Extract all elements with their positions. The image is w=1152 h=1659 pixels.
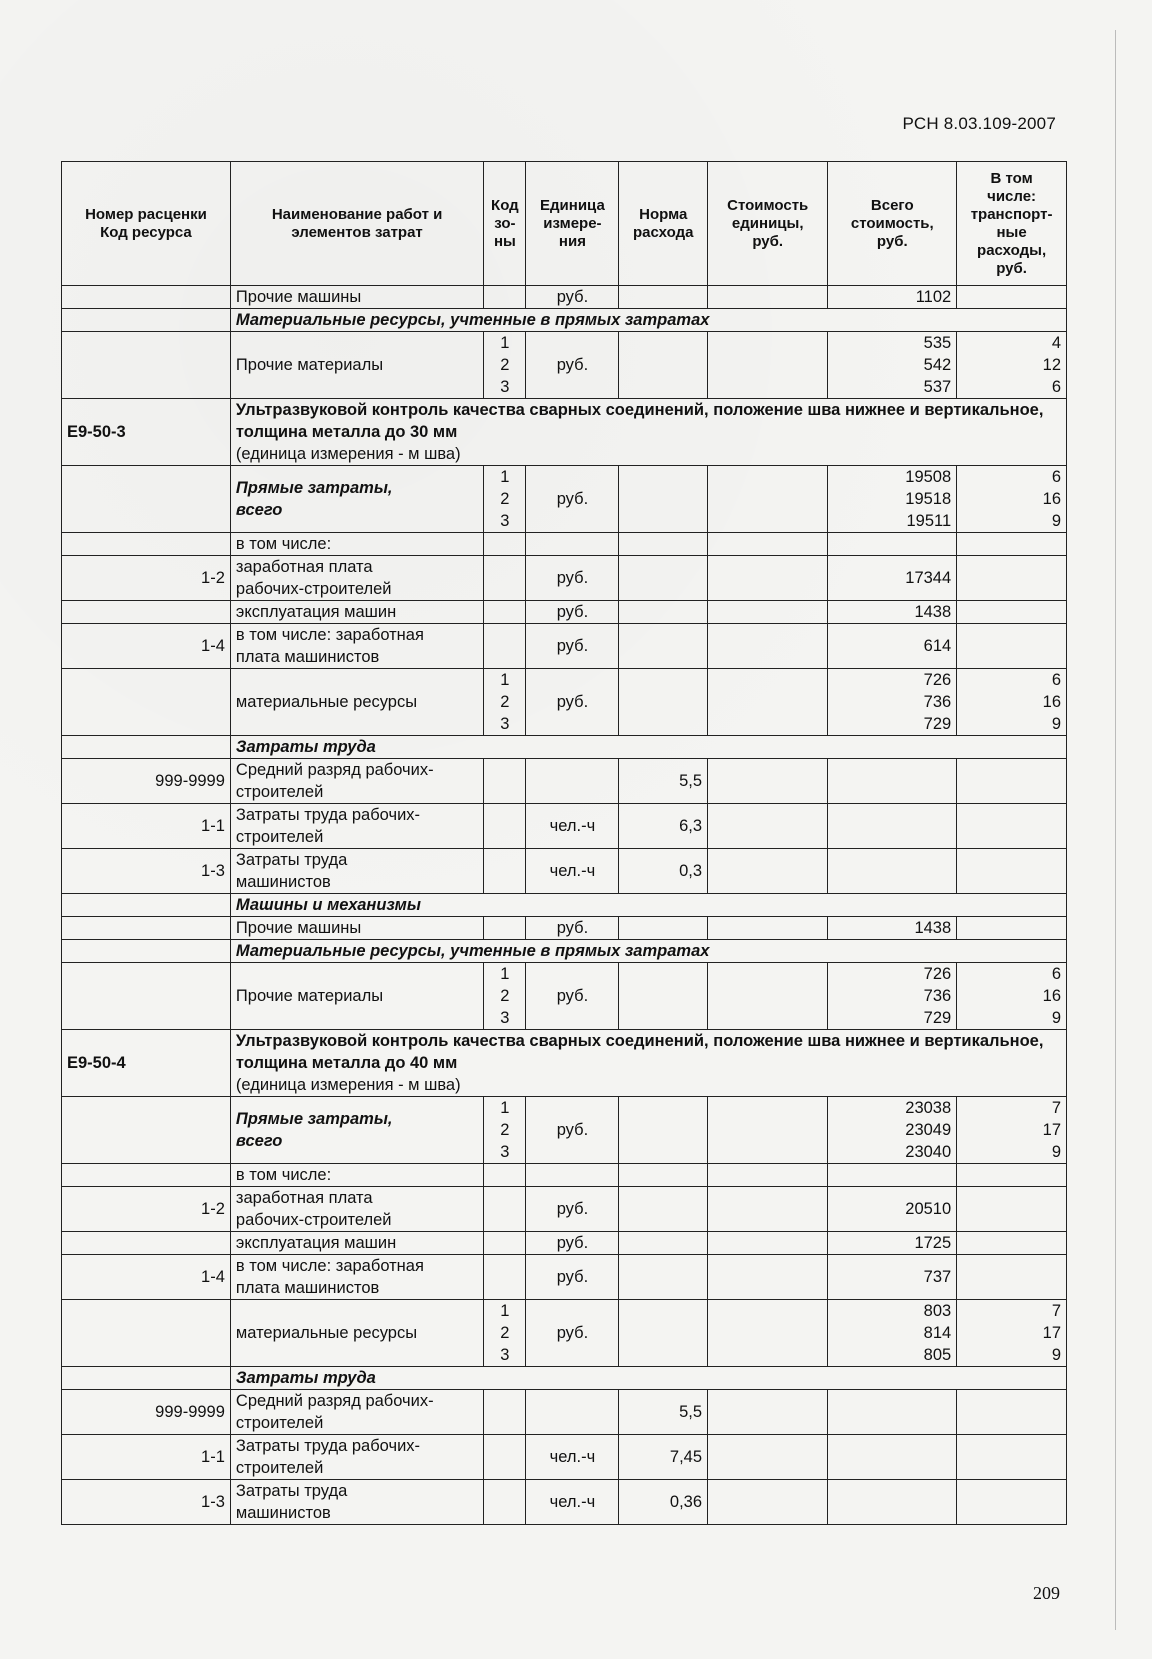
item-name: заработная плата рабочих-строителей (230, 556, 483, 601)
section-code-cell (62, 736, 231, 759)
norm (619, 917, 708, 940)
table-row (62, 963, 1067, 1030)
item-name: Затраты труда машинистов (230, 1480, 483, 1525)
norm (619, 963, 708, 1030)
unit-cost (708, 759, 828, 804)
unit: руб. (526, 466, 619, 533)
table-row (62, 624, 1067, 669)
rate-header-row (62, 1030, 1067, 1097)
zone-code (484, 533, 526, 556)
col-header-code: Номер расценки Код ресурса (62, 162, 231, 286)
resource-code (62, 332, 231, 399)
total-cost (828, 533, 957, 556)
transport-cost (957, 1164, 1067, 1187)
norm: 6,3 (619, 804, 708, 849)
transport-cost: 6 16 9 (957, 466, 1067, 533)
zone-code (484, 624, 526, 669)
norm (619, 624, 708, 669)
unit (526, 759, 619, 804)
unit: руб. (526, 1097, 619, 1164)
total-cost (828, 1435, 957, 1480)
table-row (62, 1187, 1067, 1232)
resource-code: 1-2 (62, 556, 231, 601)
total-cost: 1438 (828, 601, 957, 624)
unit: руб. (526, 332, 619, 399)
item-name: эксплуатация машин (230, 1232, 483, 1255)
transport-cost: 6 16 9 (957, 963, 1067, 1030)
zone-code (484, 1390, 526, 1435)
unit: руб. (526, 286, 619, 309)
unit-cost (708, 624, 828, 669)
section-row (62, 1367, 1067, 1390)
unit: чел.-ч (526, 804, 619, 849)
zone-code (484, 1255, 526, 1300)
norm (619, 466, 708, 533)
zone-code: 1 2 3 (484, 1300, 526, 1367)
section-code-cell (62, 940, 231, 963)
total-cost: 20510 (828, 1187, 957, 1232)
unit-cost (708, 804, 828, 849)
zone-code (484, 1187, 526, 1232)
total-cost: 1438 (828, 917, 957, 940)
norm: 0,36 (619, 1480, 708, 1525)
item-name: материальные ресурсы (230, 1300, 483, 1367)
unit-cost (708, 601, 828, 624)
unit-cost (708, 1255, 828, 1300)
section-title: Машины и механизмы (230, 894, 1066, 917)
unit-cost (708, 286, 828, 309)
col-header-transport: В том числе: транспорт- ные расходы, руб. (957, 162, 1067, 286)
transport-cost: 4 12 6 (957, 332, 1067, 399)
table-row (62, 1390, 1067, 1435)
resource-code (62, 963, 231, 1030)
item-name: эксплуатация машин (230, 601, 483, 624)
rate-code: Е9-50-4 (62, 1030, 231, 1097)
zone-code (484, 601, 526, 624)
item-name: в том числе: (230, 1164, 483, 1187)
unit-cost (708, 1300, 828, 1367)
unit: чел.-ч (526, 1435, 619, 1480)
col-header-zone: Код зо- ны (484, 162, 526, 286)
total-cost: 1102 (828, 286, 957, 309)
transport-cost (957, 624, 1067, 669)
table-row (62, 759, 1067, 804)
item-name: в том числе: (230, 533, 483, 556)
table-row (62, 1480, 1067, 1525)
unit-cost (708, 332, 828, 399)
table-row (62, 1164, 1067, 1187)
resource-code: 1-1 (62, 1435, 231, 1480)
section-title: Затраты труда (230, 736, 1066, 759)
total-cost: 614 (828, 624, 957, 669)
unit: руб. (526, 1300, 619, 1367)
table-row (62, 1097, 1067, 1164)
section-code-cell (62, 894, 231, 917)
unit-cost (708, 466, 828, 533)
zone-code (484, 556, 526, 601)
table-row (62, 1255, 1067, 1300)
unit: руб. (526, 963, 619, 1030)
resource-code (62, 669, 231, 736)
norm (619, 1164, 708, 1187)
col-header-unit: Единица измере- ния (526, 162, 619, 286)
transport-cost (957, 849, 1067, 894)
total-cost (828, 804, 957, 849)
transport-cost (957, 804, 1067, 849)
resource-code: 999-9999 (62, 1390, 231, 1435)
unit-cost (708, 669, 828, 736)
item-name: заработная плата рабочих-строителей (230, 1187, 483, 1232)
rate-title-cell (230, 1030, 1066, 1097)
zone-code: 1 2 3 (484, 332, 526, 399)
table-row (62, 1300, 1067, 1367)
unit-cost (708, 1480, 828, 1525)
unit-cost (708, 1164, 828, 1187)
unit-cost (708, 1097, 828, 1164)
item-name: Прочие материалы (230, 963, 483, 1030)
item-name: материальные ресурсы (230, 669, 483, 736)
unit (526, 1164, 619, 1187)
resource-code (62, 917, 231, 940)
item-name: Прямые затраты, всего (230, 1097, 483, 1164)
rate-header-row (62, 399, 1067, 466)
transport-cost (957, 1232, 1067, 1255)
zone-code: 1 2 3 (484, 466, 526, 533)
zone-code: 1 2 3 (484, 963, 526, 1030)
resource-code: 1-4 (62, 624, 231, 669)
col-header-norm: Норма расхода (619, 162, 708, 286)
norm (619, 1097, 708, 1164)
norm: 0,3 (619, 849, 708, 894)
unit: руб. (526, 917, 619, 940)
resource-code (62, 1300, 231, 1367)
table-row (62, 466, 1067, 533)
table-row (62, 1232, 1067, 1255)
section-code-cell (62, 1367, 231, 1390)
table-header-row (62, 162, 1067, 286)
unit: руб. (526, 556, 619, 601)
transport-cost (957, 1187, 1067, 1232)
unit-cost (708, 849, 828, 894)
norm (619, 556, 708, 601)
resource-code (62, 1097, 231, 1164)
total-cost: 19508 19518 19511 (828, 466, 957, 533)
transport-cost (957, 759, 1067, 804)
table-row (62, 332, 1067, 399)
norm (619, 1255, 708, 1300)
resource-code (62, 533, 231, 556)
unit: руб. (526, 1232, 619, 1255)
section-row (62, 309, 1067, 332)
norm (619, 1300, 708, 1367)
zone-code (484, 759, 526, 804)
total-cost: 726 736 729 (828, 963, 957, 1030)
table-row (62, 533, 1067, 556)
item-name: Средний разряд рабочих- строителей (230, 759, 483, 804)
table-row (62, 669, 1067, 736)
transport-cost (957, 1435, 1067, 1480)
total-cost (828, 1164, 957, 1187)
norm: 5,5 (619, 1390, 708, 1435)
item-name: в том числе: заработная плата машинистов (230, 1255, 483, 1300)
unit: руб. (526, 669, 619, 736)
section-row (62, 940, 1067, 963)
zone-code (484, 1480, 526, 1525)
resource-code: 999-9999 (62, 759, 231, 804)
total-cost: 535 542 537 (828, 332, 957, 399)
total-cost: 726 736 729 (828, 669, 957, 736)
unit: руб. (526, 601, 619, 624)
norm (619, 332, 708, 399)
rate-unit-note: (единица измерения - м шва) (235, 445, 461, 463)
section-title: Материальные ресурсы, учтенные в прямых затратах (230, 940, 1066, 963)
item-name: Средний разряд рабочих- строителей (230, 1390, 483, 1435)
total-cost (828, 849, 957, 894)
unit-cost (708, 1390, 828, 1435)
norm: 5,5 (619, 759, 708, 804)
unit-cost (708, 1187, 828, 1232)
zone-code (484, 1435, 526, 1480)
unit: чел.-ч (526, 1480, 619, 1525)
total-cost: 737 (828, 1255, 957, 1300)
resource-code (62, 1232, 231, 1255)
document-code: РСН 8.03.109-2007 (902, 114, 1056, 133)
norm (619, 1232, 708, 1255)
item-name: Затраты труда рабочих- строителей (230, 804, 483, 849)
unit (526, 533, 619, 556)
transport-cost: 7 17 9 (957, 1097, 1067, 1164)
section-title: Затраты труда (230, 1367, 1066, 1390)
col-header-total-cost: Всего стоимость, руб. (828, 162, 957, 286)
item-name: Затраты труда рабочих- строителей (230, 1435, 483, 1480)
col-header-unit-cost: Стоимость единицы, руб. (708, 162, 828, 286)
transport-cost (957, 556, 1067, 601)
total-cost: 803 814 805 (828, 1300, 957, 1367)
rate-title: Ультразвуковой контроль качества сварных соединений, положение шва нижнее и вертикальное, толщина металла до 40 мм (235, 1032, 1044, 1072)
unit-cost (708, 1232, 828, 1255)
norm: 7,45 (619, 1435, 708, 1480)
zone-code: 1 2 3 (484, 669, 526, 736)
resource-code: 1-3 (62, 849, 231, 894)
unit-cost (708, 917, 828, 940)
unit-cost (708, 963, 828, 1030)
resource-code: 1-3 (62, 1480, 231, 1525)
item-name: Прочие машины (230, 917, 483, 940)
total-cost (828, 1390, 957, 1435)
total-cost (828, 1480, 957, 1525)
transport-cost (957, 1480, 1067, 1525)
page-edge (1115, 30, 1116, 1630)
table-row (62, 1435, 1067, 1480)
section-row (62, 736, 1067, 759)
norm (619, 669, 708, 736)
table-row (62, 286, 1067, 309)
rates-table (61, 161, 1067, 1525)
resource-code (62, 466, 231, 533)
transport-cost (957, 286, 1067, 309)
norm (619, 1187, 708, 1232)
rate-unit-note: (единица измерения - м шва) (235, 1076, 461, 1094)
resource-code: 1-2 (62, 1187, 231, 1232)
resource-code (62, 601, 231, 624)
resource-code (62, 1164, 231, 1187)
unit (526, 1390, 619, 1435)
table-row (62, 804, 1067, 849)
item-name: Прочие машины (230, 286, 483, 309)
zone-code (484, 804, 526, 849)
page-number: 209 (1033, 1583, 1060, 1603)
transport-cost (957, 1255, 1067, 1300)
item-name: Прочие материалы (230, 332, 483, 399)
table-row (62, 917, 1067, 940)
total-cost (828, 759, 957, 804)
transport-cost (957, 917, 1067, 940)
section-code-cell (62, 309, 231, 332)
resource-code (62, 286, 231, 309)
zone-code (484, 849, 526, 894)
zone-code (484, 1164, 526, 1187)
col-header-name: Наименование работ и элементов затрат (230, 162, 483, 286)
total-cost: 23038 23049 23040 (828, 1097, 957, 1164)
table-row (62, 849, 1067, 894)
zone-code (484, 1232, 526, 1255)
item-name: в том числе: заработная плата машинистов (230, 624, 483, 669)
transport-cost: 7 17 9 (957, 1300, 1067, 1367)
rate-title: Ультразвуковой контроль качества сварных соединений, положение шва нижнее и вертикальное, толщина металла до 30 мм (235, 401, 1044, 441)
transport-cost (957, 1390, 1067, 1435)
unit-cost (708, 556, 828, 601)
norm (619, 601, 708, 624)
norm (619, 286, 708, 309)
item-name: Прямые затраты, всего (230, 466, 483, 533)
total-cost: 1725 (828, 1232, 957, 1255)
table-row (62, 556, 1067, 601)
zone-code (484, 917, 526, 940)
unit: руб. (526, 1187, 619, 1232)
resource-code: 1-4 (62, 1255, 231, 1300)
table-body (62, 286, 1067, 1525)
section-title: Материальные ресурсы, учтенные в прямых затратах (230, 309, 1066, 332)
transport-cost (957, 533, 1067, 556)
unit-cost (708, 1435, 828, 1480)
rate-code: Е9-50-3 (62, 399, 231, 466)
item-name: Затраты труда машинистов (230, 849, 483, 894)
resource-code: 1-1 (62, 804, 231, 849)
total-cost: 17344 (828, 556, 957, 601)
unit: руб. (526, 624, 619, 669)
unit-cost (708, 533, 828, 556)
zone-code (484, 286, 526, 309)
transport-cost: 6 16 9 (957, 669, 1067, 736)
zone-code: 1 2 3 (484, 1097, 526, 1164)
unit: чел.-ч (526, 849, 619, 894)
rate-title-cell (230, 399, 1066, 466)
norm (619, 533, 708, 556)
transport-cost (957, 601, 1067, 624)
table-row (62, 601, 1067, 624)
section-row (62, 894, 1067, 917)
unit: руб. (526, 1255, 619, 1300)
